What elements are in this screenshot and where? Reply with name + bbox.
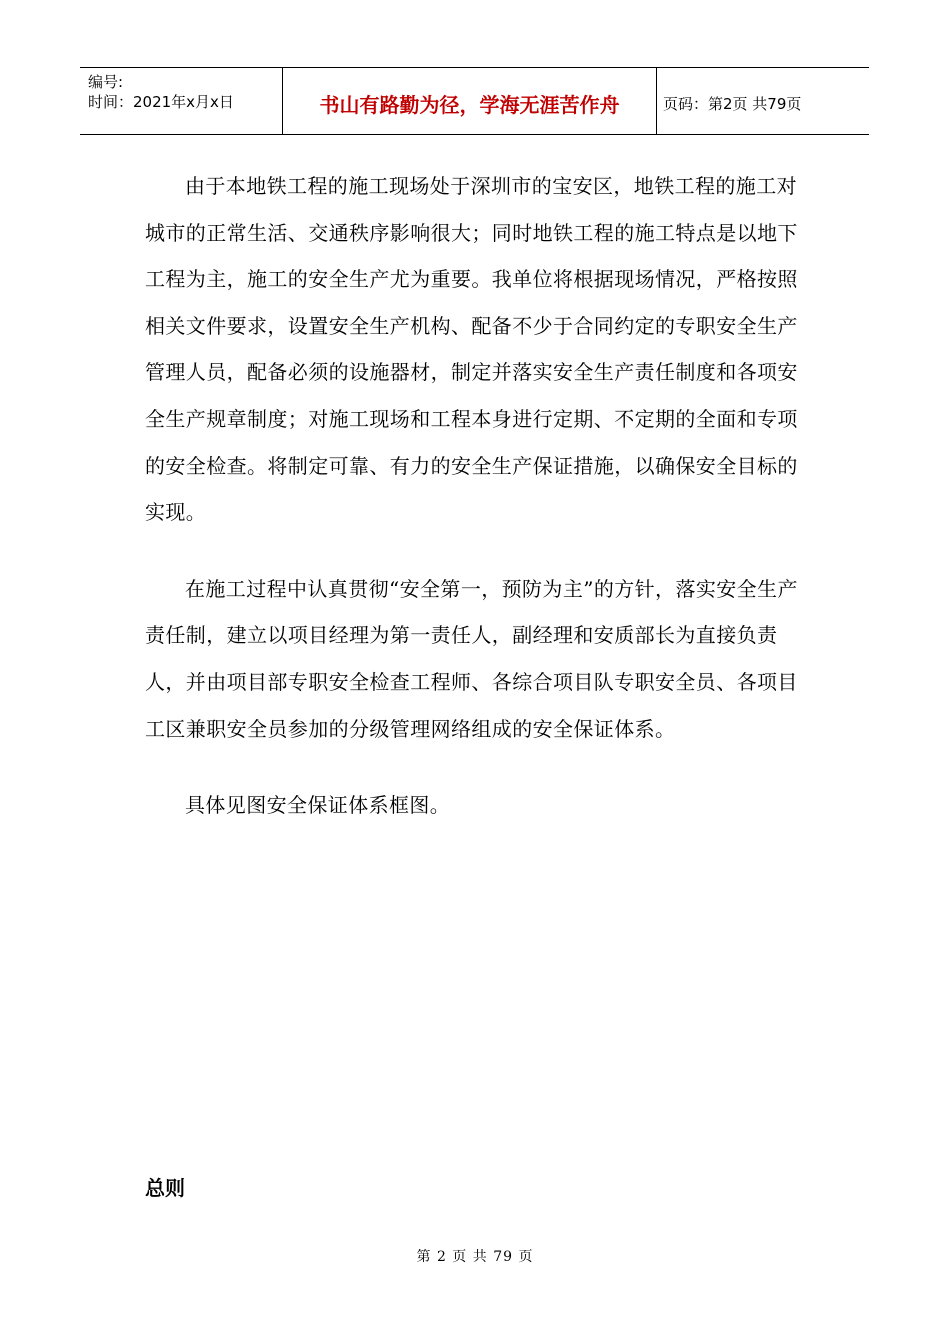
header-page-info: 页码：第2页 共79页 — [663, 94, 802, 113]
page-footer: 第 2 页 共 79 页 — [416, 1249, 534, 1265]
document-number-label: 编号: — [88, 73, 124, 91]
document-date-label: 时间：2021年x月x日 — [88, 93, 234, 111]
body-paragraph: 由于本地铁工程的施工现场处于深圳市的宝安区，地铁工程的施工对城市的正常生活、交通秩序影响很大；同时地铁工程的施工特点是以地下工程为主，施工的安全生产尤为重要。我单位将根据现场情况，严格按照相关文件要求，设置安全生产机构、配备不少于合同约定的专职安全生产管理人员，配备必须的设施器材，制定并落实安全生产责任制度和各项安全生产规章制度；对施工现场和工程本身进行定期、不定期的全面和专项的安全检查。将制定可靠、有力的安全生产保证措施，以确保安全目标的实现。 — [145, 174, 798, 525]
section-heading: 总则 — [145, 1176, 185, 1200]
header-motto: 书山有路勤为径，学海无涯苦作舟 — [282, 68, 657, 134]
page-header — [80, 67, 869, 135]
header-meta — [80, 68, 282, 134]
document-body — [145, 163, 805, 829]
body-paragraph: 具体见图安全保证体系框图。 — [185, 793, 451, 818]
body-paragraph: 在施工过程中认真贯彻“安全第一，预防为主”的方针，落实安全生产责任制，建立以项目经理为第一责任人，副经理和安质部长为直接负责人，并由项目部专职安全检查工程师、各综合项目队专职安全员、各项目工区兼职安全员参加的分级管理网络组成的安全保证体系。 — [145, 576, 798, 741]
